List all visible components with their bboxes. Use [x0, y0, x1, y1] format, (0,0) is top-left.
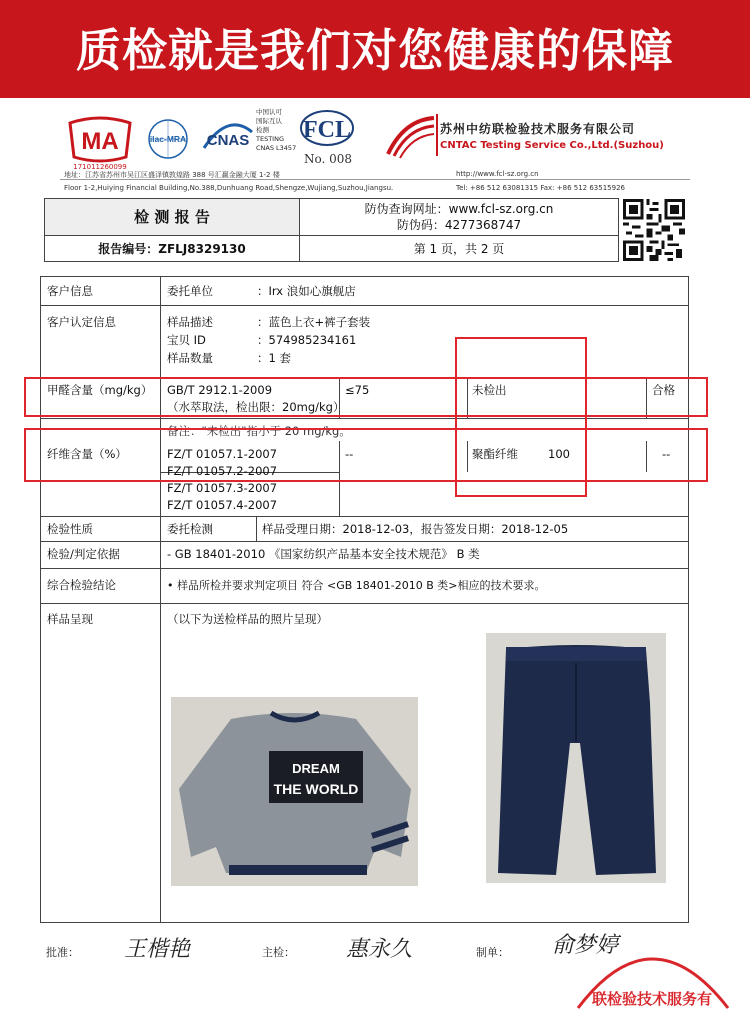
formaldehyde-result: 未检出 [472, 383, 507, 397]
verify-code: 防伪码：4277368747 [396, 217, 522, 232]
fiber-value: 100 [548, 447, 570, 461]
conclusion-label: 综合检验结论 [47, 578, 116, 592]
fiber-judgement: -- [662, 447, 671, 461]
photo-label: 样品呈现 [47, 612, 93, 626]
nature-label: 检验性质 [47, 522, 93, 536]
cnas-caption-line: 国际互认 [256, 117, 282, 125]
report-header-table [44, 198, 619, 262]
col-divider [160, 276, 161, 922]
cnas-logo-text: CNAS [206, 132, 250, 149]
address-en: Floor 1-2,Huiying Financial Building,No.388,Dunhuang Road,Shengze,Wujiang,Suzhou,Jiangsu. [64, 184, 394, 192]
report-number: 报告编号：ZFLJ8329130 [45, 235, 300, 261]
row-divider [40, 603, 688, 604]
row-divider [40, 305, 688, 306]
formaldehyde-standard: GB/T 2912.1-2009 [167, 383, 273, 397]
cnas-logo-icon [198, 118, 258, 158]
cnas-caption-line: 中国认可 [256, 108, 282, 116]
tel-fax: Tel: +86 512 63081315 Fax: +86 512 63515926 [456, 184, 625, 192]
cnas-caption [256, 108, 298, 153]
row-divider [40, 516, 688, 517]
sample-key: 样品数量 [167, 351, 213, 365]
client-key: 委托单位 [167, 284, 213, 298]
address-cn: 地址：江苏省苏州市吴江区盛泽镇敦煌路 388 号汇赢金融大厦 1-2 楼 [64, 171, 280, 179]
approve-signature: 王楷艳 [124, 937, 191, 962]
fcl-logo-text: FCL [303, 117, 351, 143]
website[interactable]: http://www.fcl-sz.org.cn [456, 170, 539, 178]
cntac-logo-icon [384, 114, 438, 160]
result-highlight [455, 337, 587, 497]
verify-info [300, 199, 619, 236]
basis-label: 检验/判定依据 [47, 547, 120, 561]
ilac-mra-logo-icon [138, 117, 198, 161]
chief-signature: 惠永久 [346, 937, 413, 962]
page-indicator: 第 1 页，共 2 页 [300, 235, 619, 261]
sample-key: 样品描述 [167, 315, 213, 329]
fiber-highlight [24, 428, 708, 482]
fiber-standard: FZ/T 01057.2-2007 [167, 464, 278, 478]
basis-value: - GB 18401-2010 《国家纺织产品基本安全技术规范》 B 类 [167, 547, 480, 561]
formaldehyde-label: 甲醛含量（mg/kg） [47, 383, 153, 397]
cnas-caption-line: 检测 [256, 126, 269, 134]
client-label: 客户信息 [47, 284, 93, 298]
report-dates: 样品受理日期：2018-12-03，报告签发日期：2018-12-05 [262, 522, 569, 536]
fiber-standard: FZ/T 01057.1-2007 [167, 447, 278, 461]
company-name-cn: 苏州中纺联检验技术服务有限公司 [440, 122, 636, 136]
stamp-text: 联检验技术服务有 [591, 990, 713, 1008]
fiber-standard: FZ/T 01057.4-2007 [167, 498, 278, 512]
ma-logo-text: MA [81, 128, 119, 155]
verify-site[interactable]: 防伪查询网址：www.fcl-sz.org.cn [364, 201, 554, 216]
shirt-text-dream: DREAM [292, 761, 340, 776]
shirt-text-world: THE WORLD [273, 781, 359, 797]
qr-code-icon[interactable] [623, 199, 685, 261]
row-divider [40, 568, 688, 569]
photo-note: （以下为送检样品的照片呈现） [167, 612, 328, 626]
sweater-photo [171, 697, 418, 886]
fiber-limit: -- [345, 447, 354, 461]
banner-title: 质检就是我们对您健康的保障 [75, 24, 674, 77]
chief-label: 主检： [262, 946, 295, 959]
row-divider [40, 418, 688, 419]
note-text: 备注："未检出"指小于 20 mg/kg。 [167, 424, 351, 438]
cnas-caption-line: TESTING [256, 135, 284, 143]
letterhead-divider [60, 179, 690, 180]
cma-logo-icon [64, 115, 136, 165]
company-name-en: CNTAC Testing Service Co.,Ltd.(Suzhou) [440, 140, 664, 151]
report-title: 检 测 报 告 [45, 199, 300, 236]
sample-info-label: 客户认定信息 [47, 315, 116, 329]
formaldehyde-judgement: 合格 [652, 383, 675, 397]
row-divider [40, 541, 688, 542]
maker-label: 制单： [476, 946, 509, 959]
formaldehyde-method: （水萃取法，检出限：20mg/kg） [167, 400, 345, 414]
fiber-name: 聚酯纤维 [472, 447, 518, 461]
client-value: ：Irx 浪如心旗舰店 [257, 284, 356, 298]
sample-value: ：574985234161 [257, 333, 357, 347]
formaldehyde-highlight [24, 377, 708, 417]
nature-value: 委托检测 [167, 522, 213, 536]
sample-value: ：蓝色上衣+裤子套装 [257, 315, 371, 329]
sample-value: ：1 套 [257, 351, 291, 365]
conclusion-value: • 样品所检并要求判定项目 符合 <GB 18401-2010 B 类>相应的技术要求。 [167, 579, 546, 592]
col-divider [256, 516, 257, 541]
sample-key: 宝贝 ID [167, 333, 206, 347]
approve-label: 批准： [46, 946, 79, 959]
cnas-caption-line: CNAS L3457 [256, 144, 297, 152]
pants-photo [486, 633, 666, 883]
logo-separator [436, 114, 438, 156]
formaldehyde-limit: ≤75 [345, 383, 370, 397]
ma-number: 171011260099 [73, 163, 127, 171]
fiber-label: 纤维含量（%） [47, 447, 127, 461]
fcl-number: No. 008 [304, 152, 353, 166]
promo-banner [0, 0, 750, 98]
fiber-standard: FZ/T 01057.3-2007 [167, 481, 278, 495]
ilac-logo-text: ilac-MRA [149, 134, 187, 144]
maker-signature: 俞梦婷 [552, 933, 619, 958]
